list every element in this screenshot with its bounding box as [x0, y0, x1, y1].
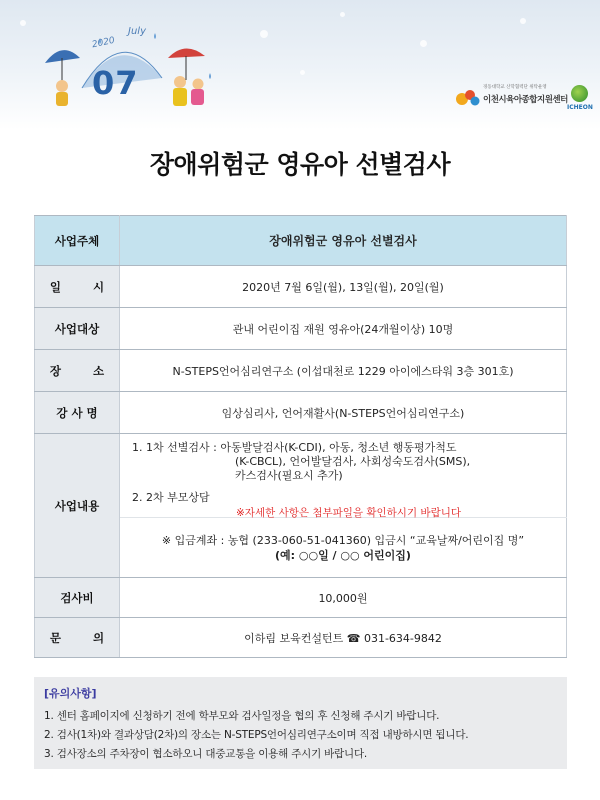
- row-label: 일 시: [49, 279, 119, 294]
- table-row: [35, 434, 567, 518]
- note-item: 1. 센터 홈페이지에 신청하기 전에 학부모와 검사일정을 협의 후 신청해 주시기 바랍니다.: [44, 710, 440, 722]
- notes-box: [34, 677, 567, 769]
- table-row: [35, 266, 567, 308]
- content-item-1: [132, 441, 556, 483]
- header-banner: [0, 0, 600, 130]
- city-emblem-icon: [571, 85, 588, 102]
- row-label: 사업내용: [35, 434, 120, 578]
- center-logo-icon: [455, 86, 481, 108]
- note-item: 2. 검사(1차)와 결과상담(2차)의 장소는 N-STEPS언어심리연구소이며 직접 내방하시면 됩니다.: [44, 729, 469, 741]
- row-value: 장애위험군 영유아 선별검사: [120, 216, 567, 266]
- attachment-note: ※자세한 사항은 첨부파일을 확인하시기 바랍니다: [236, 506, 462, 519]
- content-item-2: [132, 489, 556, 517]
- content-line: (K-CBCL), 언어발달검사, 사회성숙도검사(SMS),: [235, 454, 471, 468]
- logo-title: 이천시육아종합지원센터: [483, 95, 568, 105]
- content-line: 2. 2차 부모상담: [132, 490, 210, 504]
- payment-example: (예: ○○일 / ○○ 어린이집): [275, 548, 411, 562]
- program-content: [120, 434, 567, 518]
- notes-title: [유의사항]: [44, 687, 97, 700]
- row-label: 사업대상: [35, 308, 120, 350]
- row-label: 장 소: [49, 363, 119, 378]
- payment-account: ※ 입금계좌 : 농협 (233-060-51-041360) 입금시 “교육날짜/어린이집 명”: [161, 533, 525, 547]
- content-line: 1. 1차 선별검사 : 아동발달검사(K-CDI), 아동, 청소년 행동평가척도: [132, 440, 457, 454]
- table-row: [35, 216, 567, 266]
- row-label: 문 의: [49, 630, 119, 645]
- city-name: ICHEON: [567, 104, 593, 111]
- content-line: 카스검사(필요시 추가): [235, 468, 343, 482]
- row-label: 사업주체: [35, 216, 120, 266]
- row-label: 강 사 명: [35, 392, 120, 434]
- page-title: 장애위험군 영유아 선별검사: [149, 150, 451, 179]
- center-logo: [455, 82, 595, 114]
- table-row: [35, 578, 567, 618]
- month-label: July: [128, 26, 146, 37]
- table-row: [35, 350, 567, 392]
- row-value: 2020년 7월 6일(월), 13일(월), 20일(월): [120, 266, 567, 308]
- table-row: [35, 308, 567, 350]
- row-value: 10,000원: [120, 578, 567, 618]
- table-row: [35, 618, 567, 658]
- logo-subtitle: 경동대학교 산학협력단 위탁운영: [483, 85, 547, 90]
- row-value: 임상심리사, 언어재활사(N-STEPS언어심리연구소): [120, 392, 567, 434]
- row-label: 검사비: [35, 578, 120, 618]
- year-label: 2020: [91, 35, 116, 51]
- table-row: [35, 392, 567, 434]
- payment-info: [120, 518, 567, 578]
- row-value: 이하림 보육컨설턴트 ☎ 031-634-9842: [120, 618, 567, 658]
- row-value: N-STEPS언어심리연구소 (이섭대천로 1229 아이에스타워 3층 301호): [120, 350, 567, 392]
- note-item: 3. 검사장소의 주차장이 협소하오니 대중교통을 이용해 주시기 바랍니다.: [44, 748, 368, 760]
- program-info-table: [34, 215, 567, 658]
- month-number: 07: [92, 64, 139, 102]
- row-value: 관내 어린이집 재원 영유아(24개월이상) 10명: [120, 308, 567, 350]
